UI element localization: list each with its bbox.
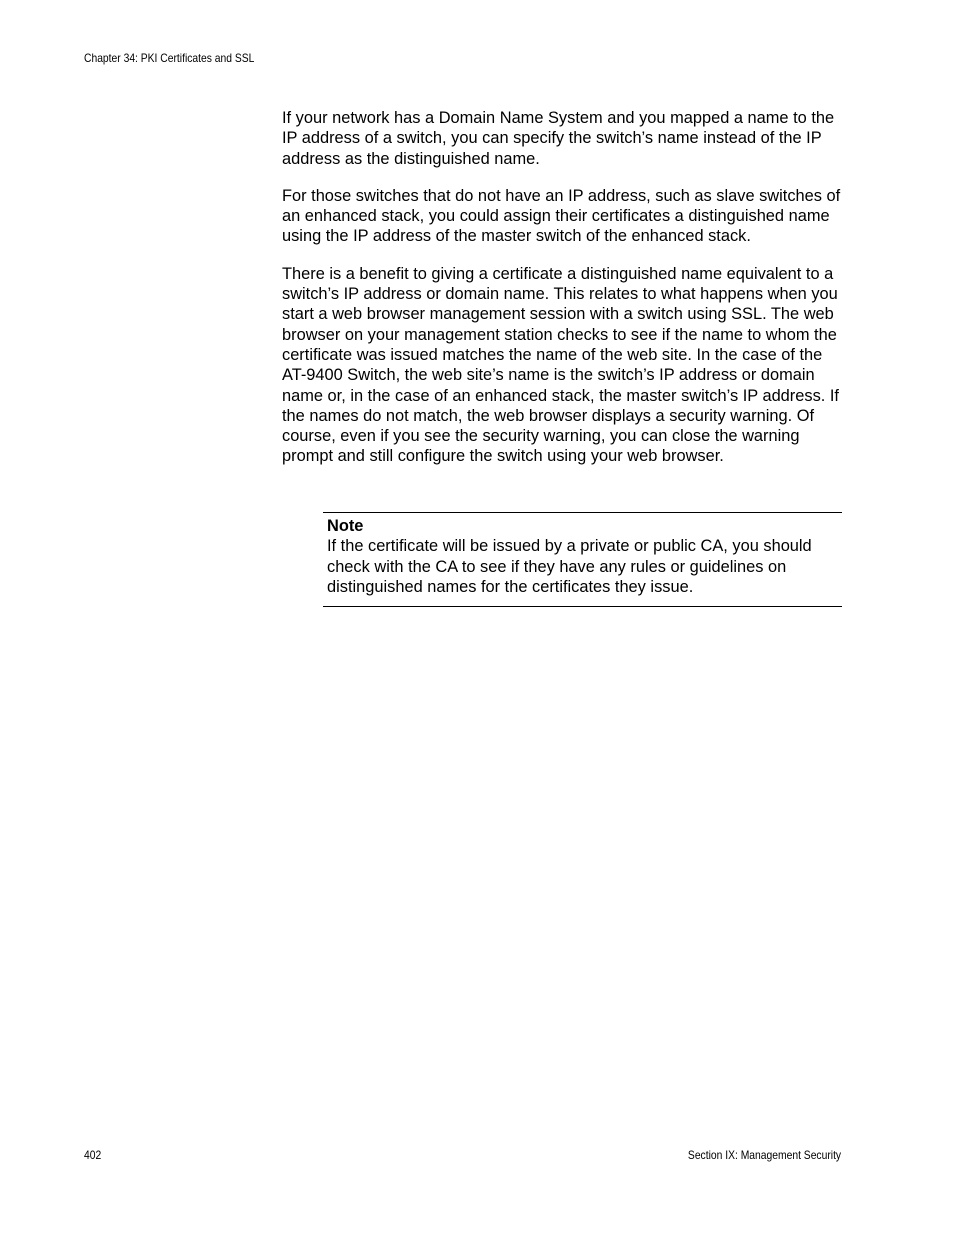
footer-section: Section IX: Management Security bbox=[687, 1148, 841, 1162]
running-header: Chapter 34: PKI Certificates and SSL bbox=[84, 51, 255, 65]
paragraph-slave-switches: For those switches that do not have an IP address, such as slave switches of an enhanced stack, you could assign their certificates a distinguished name using the IP address of the master switch of the enhanced stack. bbox=[282, 186, 841, 246]
paragraph-dns-name: If your network has a Domain Name System and you mapped a name to the IP address of a switch, you can specify the switch’s name instead of the IP address as the distinguished name. bbox=[282, 109, 835, 168]
body-text bbox=[282, 108, 844, 484]
note-text: If the certificate will be issued by a private or public CA, you should check with the CA to see if they have any rules or guidelines on distinguished names for the certificates they issue. bbox=[327, 537, 812, 596]
page-number: 402 bbox=[84, 1148, 102, 1162]
paragraph-benefit: There is a benefit to giving a certificate a distinguished name equivalent to a switch’s IP address or domain name. This relates to what happens when you start a web browser management session with a switch using SSL. The web browser on your management station checks to see if the name to whom the certificate was issued matches the name of the web site. In the case of the AT-9400 Switch, the web site’s name is the switch’s IP address or domain name or, in the case of an enhanced stack, the master switch’s IP address. If the names do not match, the web browser displays a security warning. Of course, even if you see the security warning, you can close the warning prompt and still configure the switch using your web browser. bbox=[282, 264, 839, 466]
note-title: Note bbox=[327, 517, 364, 535]
note-box bbox=[323, 512, 842, 607]
